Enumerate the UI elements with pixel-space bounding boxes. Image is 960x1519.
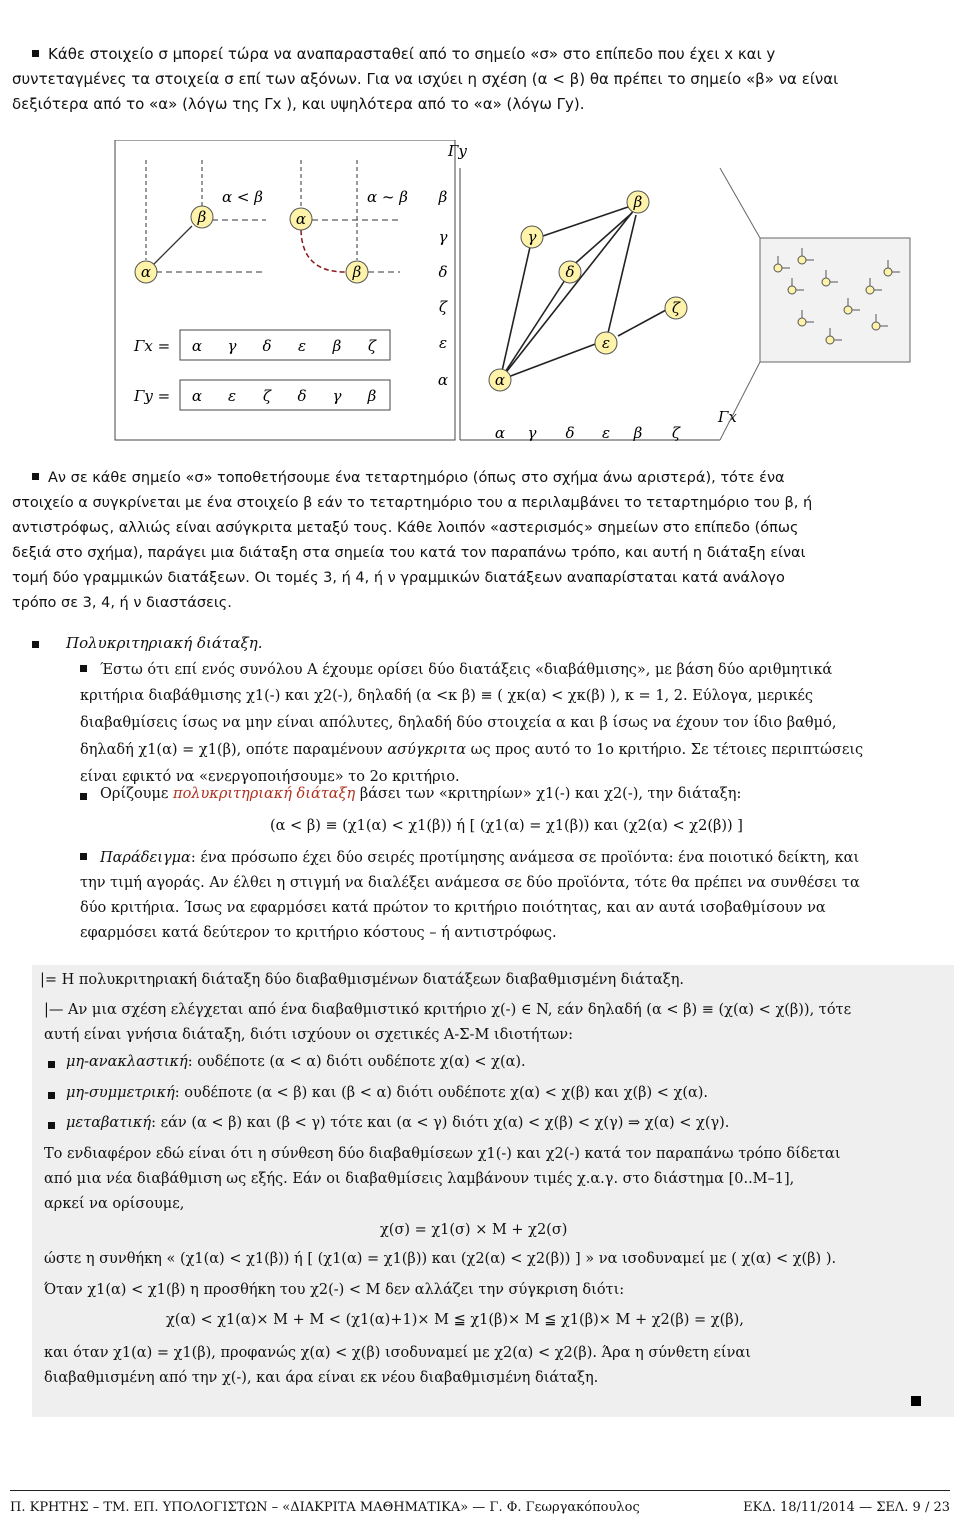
definition-line [100, 786, 741, 802]
edge [618, 310, 666, 336]
bullet [48, 1061, 55, 1068]
edge [500, 280, 565, 380]
gy-seq-item: α [191, 387, 203, 405]
gx-seq-item: γ [227, 337, 237, 355]
y-axis-labels [438, 188, 448, 389]
paragraph-3b [80, 683, 954, 791]
order-figure [30, 140, 950, 450]
prop-text: : ουδέποτε (α < α) διότι ουδέποτε χ(α) < χ(α). [187, 1054, 526, 1070]
footer-right: ΕΚΔ. 18/11/2014 — ΣΕΛ. 9 / 23 [743, 1500, 950, 1515]
gx-label: Γx [718, 408, 737, 426]
p5-line [80, 846, 954, 871]
bullet [32, 641, 39, 648]
box-line: διαβαθμισμένη από την χ(-), και άρα είναι εκ νέου διαβαθμισμένη διάταξη. [44, 1370, 599, 1386]
y-axis-label: α [437, 371, 449, 389]
gy-label: Γy [448, 142, 467, 160]
p2-line: τρόπο σε 3, 4, ή ν διαστάσεις. [12, 595, 232, 611]
x-axis-labels [495, 424, 681, 442]
formula-1: (α < β) ≡ (χ1(α) < χ1(β)) ή [ (χ1(α) = χ1(β)) και (χ2(α) < χ2(β)) ] [270, 818, 743, 834]
proof-line: αυτή είναι γνήσια διάταξη, διότι ισχύουν οι σχετικές Α-Σ-Μ ιδιοτήτων: [44, 1027, 573, 1043]
edge [608, 215, 636, 333]
p5-line: εφαρμόσει κατά δεύτερον το κριτήριο κόστους – ή αντιστρόφως. [80, 925, 557, 941]
p3-line: κριτήρια διαβάθμισης χ1(-) και χ2(-), δηλαδή (α <κ β) ≡ ( χκ(α) < χκ(β) ), κ = 1, 2. Εύλογα, μερικές [80, 688, 814, 704]
y-axis-label: β [438, 188, 448, 206]
gy-seq-item: γ [332, 387, 342, 405]
constellation-point [798, 318, 806, 326]
gx-seq-box [180, 330, 390, 360]
constellation-point [774, 264, 782, 272]
lt-label: α < β [222, 188, 263, 206]
gx-eq: Γx = [134, 337, 171, 355]
node-label: ε [601, 334, 611, 352]
footer-rule [10, 1490, 950, 1491]
node-label: α [295, 210, 307, 228]
prop-name: μη-ανακλαστική [66, 1054, 188, 1070]
def-text: βάσει των «κριτηρίων» χ1(-) και χ2(-), την διάταξη: [355, 786, 742, 802]
proof [44, 998, 916, 1048]
box-line: και όταν χ1(α) = χ1(β), προφανώς χ(α) < χ(β) ισοδυναμεί με χ2(α) < χ2(β). Άρα η σύνθετη είναι [44, 1345, 751, 1361]
p2-line: Αν σε κάθε σημείο «σ» τοποθετήσουμε ένα τεταρτημόριο (όπως στο σχήμα άνω αριστερά), τότε ένα [48, 470, 785, 486]
property-1 [66, 1054, 526, 1070]
edge [540, 207, 628, 237]
formula-2: χ(σ) = χ1(σ) × Μ + χ2(σ) [380, 1222, 568, 1238]
box-line: αρκεί να ορίσουμε, [44, 1196, 185, 1212]
box-text-2 [44, 1341, 916, 1391]
y-axis-label: γ [438, 228, 448, 246]
property-3 [66, 1115, 729, 1131]
gx-seq-item: ζ [367, 337, 377, 355]
formula-3: χ(α) < χ1(α)× Μ + Μ < (χ1(α)+1)× Μ ≦ χ1(β)× Μ ≦ χ1(β)× Μ + χ2(β) = χ(β), [166, 1312, 744, 1328]
gx-seq-item: α [191, 337, 203, 355]
prop-text: : ουδέποτε (α < β) και (β < α) διότι ουδέποτε χ(α) < χ(β) και χ(β) < χ(α). [174, 1085, 709, 1101]
constellation-point [872, 322, 880, 330]
incomparable-curve [301, 230, 345, 272]
bullet [32, 473, 39, 480]
prop-name: μη-συμμετρική [66, 1085, 175, 1101]
constellation-point [788, 286, 796, 294]
x-axis-label: γ [527, 424, 537, 442]
node-label: α [140, 263, 152, 281]
p5-text: : ένα πρόσωπο έχει δύο σειρές προτίμησης ανάμεσα σε προϊόντα: ένα ποιοτικό δείκτη, και [190, 850, 860, 866]
prop-text: : εάν (α < β) και (β < γ) τότε και (α < γ) διότι χ(α) < χ(β) < χ(γ) ⇒ χ(α) < χ(γ). [151, 1115, 730, 1131]
constellation-panel [760, 238, 910, 362]
p1-line: συντεταγμένες τα στοιχεία σ επί των αξόνων. Για να ισχύει η σχέση (α < β) θα πρέπει το σημείο «β» να είναι [12, 70, 839, 88]
p3-line [80, 737, 954, 764]
bullet [80, 665, 87, 672]
gy-seq-box [180, 380, 390, 410]
gy-eq: Γy = [134, 387, 171, 405]
constellation-point [822, 278, 830, 286]
p3-line: είναι εφικτό να «ενεργοποιήσουμε» το 2ο κριτήριο. [80, 769, 460, 785]
bullet [48, 1092, 55, 1099]
node-label: β [197, 208, 207, 226]
gx-seq-item: ε [297, 337, 307, 355]
y-axis-label: δ [438, 263, 448, 281]
gx-seq-item: β [332, 337, 342, 355]
paragraph-2 [12, 466, 954, 616]
connector-line [720, 362, 760, 440]
constellation-point [844, 306, 852, 314]
constellation-point [866, 286, 874, 294]
gy-seq-item: ε [227, 387, 237, 405]
p2-line: αντιστρόφως, αλλιώς είναι ασύγκριτα μεταξύ τους. Κάθε λοιπόν «αστερισμός» σημείων στο επίπεδο (όπως [12, 520, 799, 536]
p1-line: Κάθε στοιχείο σ μπορεί τώρα να αναπαρασταθεί από το σημείο «σ» στο επίπεδο που έχει x και y [48, 45, 776, 63]
bullet [48, 1122, 55, 1129]
box-line: ώστε η συνθήκη « (χ1(α) < χ1(β)) ή [ (χ1(α) = χ1(β)) και (χ2(α) < χ2(β)) ] » να ισοδυναμεί με ( χ(α) < χ(β) ). [44, 1251, 837, 1267]
x-axis-label: ζ [671, 424, 681, 442]
constellation-point [884, 268, 892, 276]
property-2 [66, 1085, 708, 1101]
gx-seq-item: δ [262, 337, 272, 355]
footer [0, 1490, 960, 1519]
p5-line: δύο κριτήρια. Ίσως να εφαρμόσει κατά πρώτον το κριτήριο ποιότητας, και αν αυτά ισοβαθμίσουν να [80, 900, 826, 916]
node-label: α [494, 371, 506, 389]
p3-text: δηλαδή χ1(α) = χ1(β), οπότε παραμένουν [80, 742, 388, 758]
p2-line: στοιχείο α συγκρίνεται με ένα στοιχείο β εάν το τεταρτημόριο του α περιλαμβάνει το τεταρτημόριο του β, ή [12, 495, 813, 511]
constellation-point [826, 336, 834, 344]
theorem: |= Η πολυκριτηριακή διάταξη δύο διαβαθμισμένων διατάξεων διαβαθμισμένη διάταξη. [40, 972, 685, 988]
p3-italic: ασύγκριτα [387, 742, 467, 758]
x-axis-label: β [633, 424, 643, 442]
def-text: Ορίζουμε [100, 786, 174, 802]
bullet [32, 50, 39, 57]
paragraph-1 [12, 42, 954, 117]
example-label: Παράδειγμα [100, 850, 191, 866]
box-line: από μια νέα διαβάθμιση ως εξής. Εάν οι διαβαθμίσεις λαμβάνουν τιμές χ.α.γ. στο διάστημα [0..Μ–1], [44, 1171, 795, 1187]
node-label: β [633, 193, 643, 211]
x-axis-label: ε [601, 424, 611, 442]
prop-name: μεταβατική [66, 1115, 152, 1131]
x-axis-label: δ [565, 424, 575, 442]
constellation-point [798, 256, 806, 264]
def-term: πολυκριτηριακή διάταξη [173, 786, 356, 802]
connector-line [720, 168, 760, 238]
edge [570, 213, 632, 268]
node-label: γ [527, 228, 537, 246]
bullet [80, 793, 87, 800]
gy-seq-item: δ [297, 387, 307, 405]
gy-seq-item: β [367, 387, 377, 405]
p1-line: δεξιότερα από το «α» (λόγω της Γx ), και υψηλότερα από το «α» (λόγω Γy). [12, 95, 585, 113]
p2-line: δεξιά στο σχήμα), παράγει μια διάταξη στα σημεία του κατά τον παραπάνω τρόπο, και αυτή η διάταξη είναι [12, 545, 806, 561]
inc-label: α ~ β [367, 188, 408, 206]
y-axis-label: ζ [438, 298, 448, 316]
proof-line: |— Αν μια σχέση ελέγχεται από ένα διαβαθμιστικό κριτήριο χ(-) ∈ N, εάν δηλαδή (α < β) ≡ (χ(α) < χ(β)), τότε [44, 1002, 852, 1018]
box-line: Όταν χ1(α) < χ1(β) η προσθήκη του χ2(-) < Μ δεν αλλάζει την σύγκριση διότι: [44, 1282, 625, 1298]
node-label: β [352, 263, 362, 281]
p3-line: Έστω ότι επί ενός συνόλου Α έχουμε ορίσει δύο διατάξεις «διαβάθμισης», με βάση δύο αριθμητικά [100, 662, 833, 678]
p3-line: διαβαθμίσεις ίσως να μην είναι απόλυτες, δηλαδή δύο στοιχεία α και β ίσως να έχουν τον ίδιο βαθμό, [80, 715, 837, 731]
p3-text: ως προς αυτό το 1ο κριτήριο. Σε τέτοιες περιπτώσεις [466, 742, 864, 758]
box-line: Το ενδιαφέρον εδώ είναι ότι η σύνθεση δύο διαβαθμίσεων χ1(-) και χ2(-) κατά τον παραπάνω τρόπο δίδεται [44, 1146, 841, 1162]
node-label: ζ [671, 299, 681, 317]
p5-line: την τιμή αγοράς. Αν έλθει η στιγμή να διαλέξει ανάμεσα σε δύο προϊόντα, τότε θα πρέπει να συνθέσει τα [80, 875, 860, 891]
p2-line: τομή δύο γραμμικών διατάξεων. Οι τομές 3, ή 4, ή ν γραμμικών διατάξεων αναπαρίσταται κατά ανάλογο [12, 570, 785, 586]
node-label: δ [565, 263, 575, 281]
box-text [44, 1142, 916, 1217]
gy-seq-item: ζ [262, 387, 272, 405]
y-axis-label: ε [438, 334, 448, 352]
paragraph-5 [80, 846, 954, 946]
x-axis-label: α [494, 424, 506, 442]
end-of-proof-square [911, 1396, 921, 1406]
paragraph-3 [100, 658, 954, 683]
section-heading: Πολυκριτηριακή διάταξη. [66, 634, 263, 652]
footer-left: Π. ΚΡΗΤΗΣ – ΤΜ. ΕΠ. ΥΠΟΛΟΓΙΣΤΩΝ – «ΔΙΑΚΡΙΤΑ ΜΑΘΗΜΑΤΙΚΑ» — Γ. Φ. Γεωργακόπουλος [10, 1500, 640, 1515]
